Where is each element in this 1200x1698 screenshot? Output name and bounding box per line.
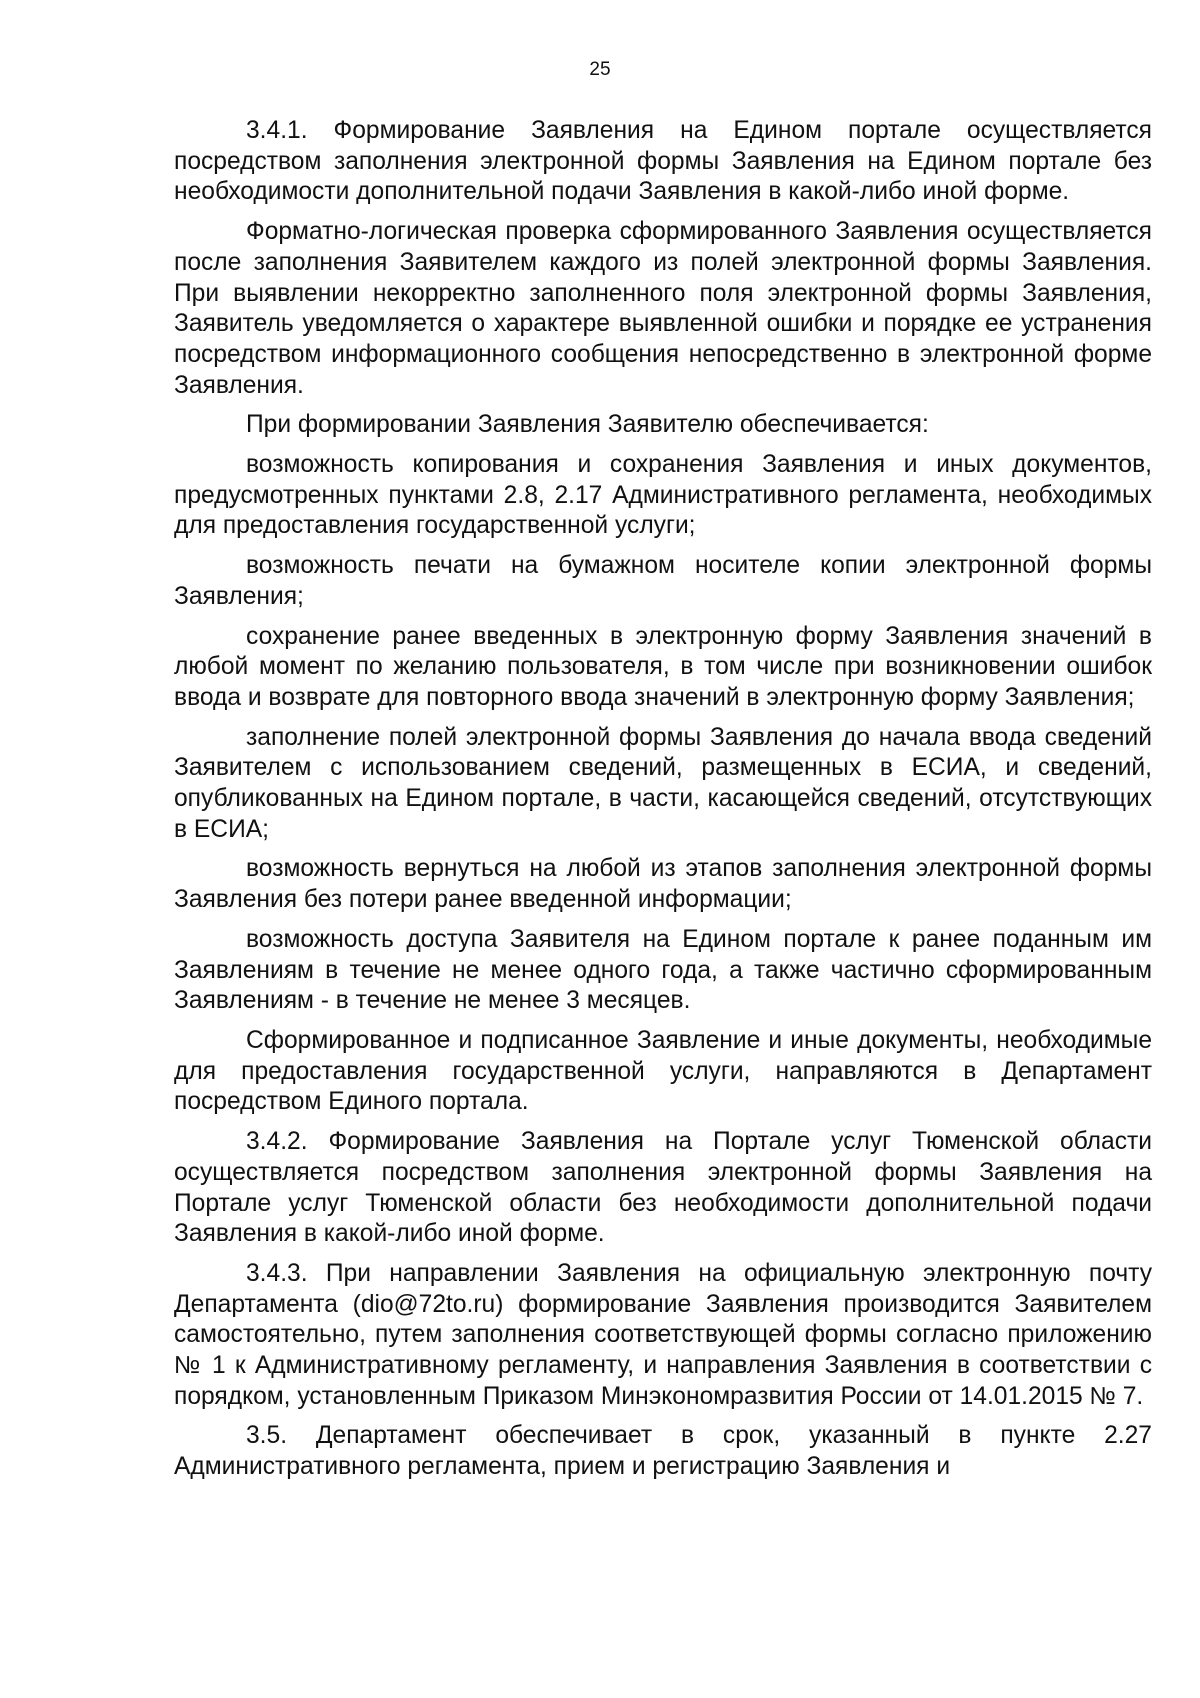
page-number: 25 [589, 59, 611, 80]
list-item-copy-save: возможность копирования и сохранения Заявления и иных документов, предусмотренных пунктами 2.8, 2.17 Административного регламента, необходимых для предоставления государственной услуги; [174, 451, 1152, 540]
list-item-print: возможность печати на бумажном носителе копии электронной формы Заявления; [174, 552, 1152, 610]
list-item-access-history: возможность доступа Заявителя на Едином портале к ранее поданным им Заявлениям в течение не менее одного года, а также частично сформированным Заявлениям - в течение не менее 3 месяцев. [174, 925, 1152, 1015]
list-item-return-to-step: возможность вернуться на любой из этапов заполнения электронной формы Заявления без потери ранее введенной информации; [174, 855, 1152, 914]
paragraph-3-5: 3.5. Департамент обеспечивает в срок, указанный в пункте 2.27 Административного регламента, прием и регистрацию Заявления и [174, 1422, 1152, 1481]
paragraph-submission: Сформированное и подписанное Заявление и иные документы, необходимые для предоставления государственной услуги, направляются в Департамент посредством Единого портала. [174, 1026, 1152, 1116]
paragraph-3-4-1: 3.4.1. Формирование Заявления на Едином портале осуществляется посредством заполнения электронной формы Заявления на Едином портале без необходимости дополнительной подачи Заявления в какой-либо иной форме. [174, 117, 1152, 206]
document-body [174, 116, 1152, 1492]
list-item-autofill: заполнение полей электронной формы Заявления до начала ввода сведений Заявителем с использованием сведений, размещенных в ЕСИА, и сведений, опубликованных на Едином портале, в части, касающейся сведений, отсутствующих в ЕСИА; [174, 723, 1152, 843]
paragraph-3-4-3: 3.4.3. При направлении Заявления на официальную электронную почту Департамента (dio@72to.ru) формирование Заявления производится Заявителем самостоятельно, путем заполнения соответствующей формы согласно приложению № 1 к Административному регламенту, и направления Заявления в соответствии с порядком, установленным Приказом Минэкономразвития России от 14.01.2015 № 7. [174, 1259, 1152, 1410]
paragraph-format-check: Форматно-логическая проверка сформированного Заявления осуществляется после заполнения Заявителем каждого из полей электронной формы Заявления. При выявлении некорректно заполненного поля электронной формы Заявления, Заявитель уведомляется о характере выявленной ошибки и порядке ее устранения посредством информационного сообщения непосредственно в электронной форме Заявления. [174, 218, 1152, 399]
list-item-save-values: сохранение ранее введенных в электронную форму Заявления значений в любой момент по желанию пользователя, в том числе при возникновении ошибок ввода и возврате для повторного ввода значений в электронную форму Заявления; [174, 622, 1152, 711]
paragraph-provided-features-intro: При формировании Заявления Заявителю обеспечивается: [246, 411, 929, 439]
paragraph-3-4-2: 3.4.2. Формирование Заявления на Портале услуг Тюменской области осуществляется посредством заполнения электронной формы Заявления на Портале услуг Тюменской области без необходимости дополнительной подачи Заявления в какой-либо иной форме. [174, 1128, 1152, 1248]
